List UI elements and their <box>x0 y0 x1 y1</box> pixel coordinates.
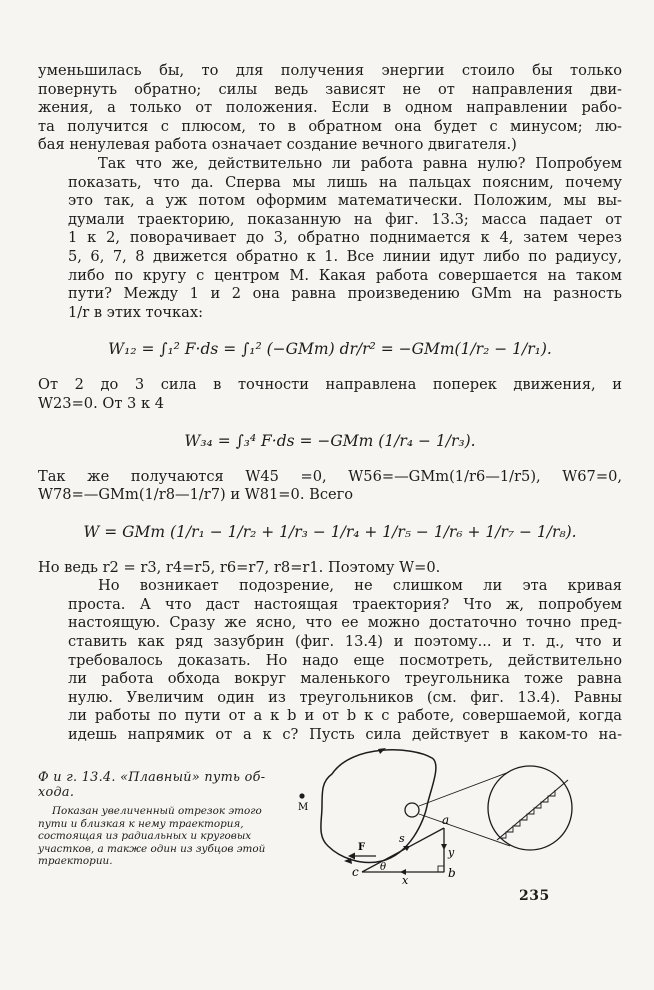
paragraph-6 <box>38 577 622 744</box>
text-line: 1 к 2, поворачивает до 3, обратно поднимается к 4, затем через <box>68 229 622 247</box>
text-line: ставить как ряд зазубрин (фиг. 13.4) и поэтому... и т. д., что и <box>68 633 622 651</box>
smooth-path <box>321 750 436 863</box>
text-line: Но ведь r2 = r3, r4=r5, r6=r7, r8=r1. Поэтому W=0. <box>38 558 441 576</box>
text-line: ли работы по пути от a к b и от b к c работе, совершаемой, когда <box>68 707 622 725</box>
figure-13-4 <box>292 736 632 886</box>
label-s: s <box>399 832 405 845</box>
label-c: c <box>352 865 359 879</box>
text-line: бая ненулевая работа означает создание вечного двигателя.) <box>38 136 517 154</box>
caption-title: Ф и г. 13.4. «Плавный» путь об-хода. <box>38 770 266 800</box>
right-angle-marker <box>438 866 444 872</box>
label-mass: M <box>298 802 309 813</box>
enlarged-smooth-segment <box>497 780 568 840</box>
text-line: проста. А что даст настоящая траектория? Что ж, попробуем <box>68 595 622 613</box>
text-line: показать, что да. Сперва мы лишь на пальцах поясним, почему <box>68 173 622 191</box>
text-line: требовалось доказать. Но надо еще посмотреть, действительно <box>68 651 622 669</box>
text-line: либо по кругу с центром M. Какая работа совершается на таком <box>68 266 622 284</box>
text-line: Но возникает подозрение, не слишком ли эта кривая <box>98 577 622 595</box>
figure-caption <box>38 770 280 868</box>
label-x: x <box>402 874 409 886</box>
text-line: думали траекторию, показанную на фиг. 13.3; масса падает от <box>68 210 622 228</box>
label-a: a <box>442 813 450 827</box>
text-line: идешь напрямик от a к c? Пусть сила действует в каком-то на- <box>68 726 622 744</box>
text-line: это так, а уж потом оформим математически. Положим, мы вы- <box>68 192 622 210</box>
text-line: настоящую. Сразу же ясно, что ее можно достаточно точно пред- <box>68 614 622 632</box>
label-y: y <box>448 846 455 859</box>
text-line: та получится с плюсом, то в обратном она будет с минусом; лю- <box>38 117 622 135</box>
path-arrow-icon <box>378 748 386 754</box>
text-line: W78=—GMm(1/r8—1/r7) и W81=0. Всего <box>38 486 354 504</box>
mass-point <box>299 793 304 798</box>
paragraph-4 <box>38 468 622 505</box>
text-line: W23=0. От 3 к 4 <box>38 394 165 412</box>
label-force: F <box>358 842 366 853</box>
label-b: b <box>448 866 456 880</box>
text-line: нулю. Увеличим один из треугольников (см. фиг. 13.4). Равны <box>68 688 622 706</box>
text-line: Так что же, действительно ли работа равна нулю? Попробуем <box>98 154 622 172</box>
paragraph-3 <box>38 376 622 413</box>
equation-w-total: W = GMm (1/r₁ − 1/r₂ + 1/r₃ − 1/r₄ + 1/r₅ − 1/r₆ + 1/r₇ − 1/r₈). <box>83 522 577 541</box>
text-line: 5, 6, 7, 8 движется обратно к 1. Все линии идут либо по радиусу, <box>68 247 622 265</box>
equation-w12: W₁₂ = ∫₁² F·ds = ∫₁² (−GMm) dr/r² = −GMm(1/r₂ − 1/r₁). <box>108 340 552 359</box>
arrow-down-icon <box>441 844 447 850</box>
text-line: Так же получаются W45 =0, W56=—GMm(1/r6—1/r5), W67=0, <box>38 467 622 485</box>
text-line: уменьшилась бы, то для получения энергии стоило бы только <box>38 62 622 79</box>
page-number: 235 <box>519 888 550 904</box>
paragraph-1 <box>38 62 622 155</box>
text-line: повернуть обратно; силы ведь зависят не от направления дви- <box>38 80 622 98</box>
connector-line <box>419 772 509 806</box>
equation-w34: W₃₄ = ∫₃⁴ F·ds = −GMm (1/r₄ − 1/r₃). <box>184 431 476 450</box>
body-text <box>38 62 622 745</box>
caption-description: Показан увеличенный отрезок этого пути и близкая к нему траектория, состоящая из радиальных и круговых участков, а также один из зубцов этой траектории. <box>38 805 266 867</box>
connector-line <box>419 814 510 846</box>
magnify-marker <box>405 803 419 817</box>
text-line: жения, а только от положения. Если в одном направлении рабо- <box>38 99 622 117</box>
paragraph-5 <box>38 559 622 578</box>
text-line: От 2 до 3 сила в точности направлена поперек движения, и <box>38 376 622 394</box>
text-line: пути? Между 1 и 2 она равна произведению GMm на разность <box>68 285 622 303</box>
text-line: 1/r в этих точках: <box>68 303 203 321</box>
paragraph-2 <box>38 155 622 322</box>
label-theta: θ <box>380 862 387 873</box>
text-line: ли работа обхода вокруг маленького треугольника тоже равна <box>68 670 622 688</box>
